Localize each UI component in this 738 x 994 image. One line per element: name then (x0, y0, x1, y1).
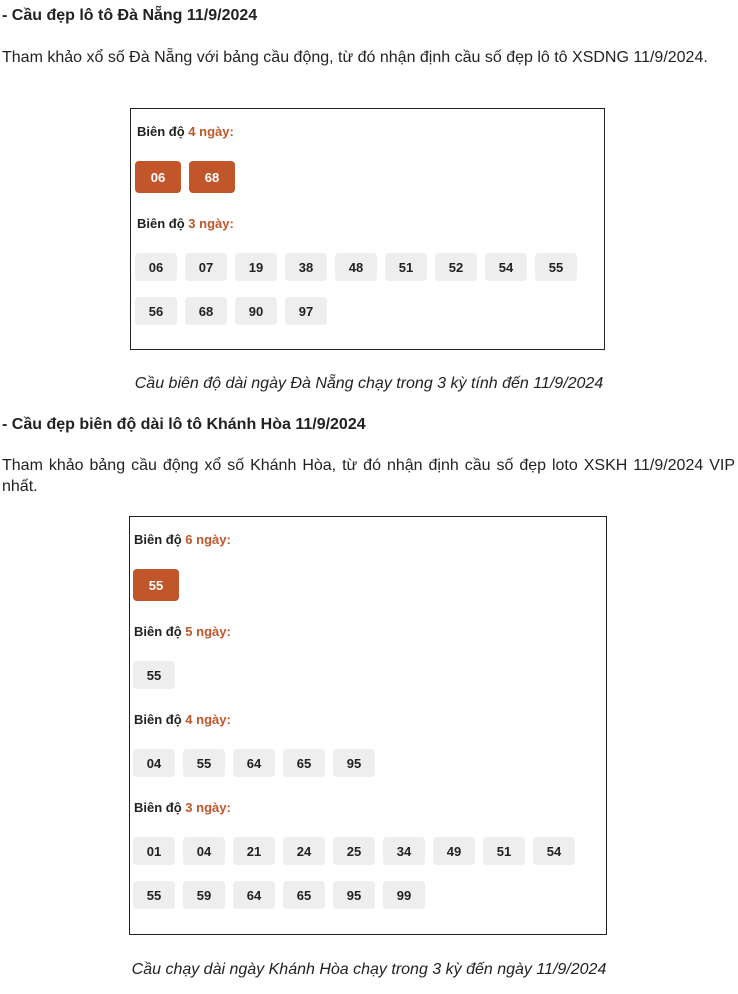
number-chip[interactable]: 65 (283, 749, 325, 777)
table-caption-danang: Cầu biên độ dài ngày Đà Nẵng chạy trong 3 kỳ tính đến 11/9/2024 (134, 375, 604, 392)
number-chip[interactable]: 51 (483, 837, 525, 865)
number-chip[interactable]: 55 (183, 749, 225, 777)
number-row (135, 253, 577, 281)
section-heading-khanhhoa: - Cầu đẹp biên độ dài lô tô Khánh Hòa 11/9/2024 (2, 416, 366, 433)
group-title: Biên độ 6 ngày: (134, 532, 231, 547)
number-row (133, 881, 425, 909)
number-chip[interactable]: 64 (233, 749, 275, 777)
number-chip-highlight[interactable]: 68 (189, 161, 235, 193)
number-row (133, 749, 375, 777)
bridge-table-khanhhoa (129, 516, 607, 935)
number-row (133, 837, 575, 865)
number-chip[interactable]: 06 (135, 253, 177, 281)
group-title: Biên độ 3 ngày: (137, 216, 234, 231)
intro-paragraph-danang: Tham khảo xổ số Đà Nẵng với bảng cầu động, từ đó nhận định cầu số đẹp lô tô XSDNG 11/9/2024. (2, 49, 708, 66)
number-chip[interactable]: 95 (333, 881, 375, 909)
number-chip[interactable]: 34 (383, 837, 425, 865)
number-chip[interactable]: 01 (133, 837, 175, 865)
number-chip[interactable]: 56 (135, 297, 177, 325)
number-chip[interactable]: 04 (183, 837, 225, 865)
number-chip[interactable]: 04 (133, 749, 175, 777)
number-row (133, 569, 179, 601)
number-chip[interactable]: 52 (435, 253, 477, 281)
number-chip[interactable]: 68 (185, 297, 227, 325)
number-row (135, 161, 235, 193)
number-chip[interactable]: 95 (333, 749, 375, 777)
number-chip-highlight[interactable]: 06 (135, 161, 181, 193)
number-chip[interactable]: 64 (233, 881, 275, 909)
number-chip[interactable]: 54 (485, 253, 527, 281)
number-chip[interactable]: 21 (233, 837, 275, 865)
number-chip[interactable]: 19 (235, 253, 277, 281)
number-chip[interactable]: 07 (185, 253, 227, 281)
number-chip-highlight[interactable]: 55 (133, 569, 179, 601)
bridge-table-danang (130, 108, 605, 350)
number-chip[interactable]: 51 (385, 253, 427, 281)
table-caption-khanhhoa: Cầu chạy dài ngày Khánh Hòa chạy trong 3 kỳ đến ngày 11/9/2024 (131, 961, 607, 978)
group-title: Biên độ 3 ngày: (134, 800, 231, 815)
number-chip[interactable]: 97 (285, 297, 327, 325)
group-title: Biên độ 5 ngày: (134, 624, 231, 639)
number-chip[interactable]: 48 (335, 253, 377, 281)
number-chip[interactable]: 54 (533, 837, 575, 865)
number-chip[interactable]: 25 (333, 837, 375, 865)
number-chip[interactable]: 55 (133, 881, 175, 909)
group-title: Biên độ 4 ngày: (137, 124, 234, 139)
number-row (133, 661, 175, 689)
number-chip[interactable]: 65 (283, 881, 325, 909)
intro-paragraph-khanhhoa: Tham khảo bảng cầu động xổ số Khánh Hòa, từ đó nhận định cầu số đẹp loto XSKH 11/9/2024 VIP nhất. (2, 457, 735, 495)
number-chip[interactable]: 55 (535, 253, 577, 281)
number-chip[interactable]: 49 (433, 837, 475, 865)
number-row (135, 297, 327, 325)
number-chip[interactable]: 99 (383, 881, 425, 909)
number-chip[interactable]: 55 (133, 661, 175, 689)
number-chip[interactable]: 24 (283, 837, 325, 865)
number-chip[interactable]: 90 (235, 297, 277, 325)
section-heading-danang: - Cầu đẹp lô tô Đà Nẵng 11/9/2024 (2, 7, 258, 24)
group-title: Biên độ 4 ngày: (134, 712, 231, 727)
number-chip[interactable]: 38 (285, 253, 327, 281)
number-chip[interactable]: 59 (183, 881, 225, 909)
